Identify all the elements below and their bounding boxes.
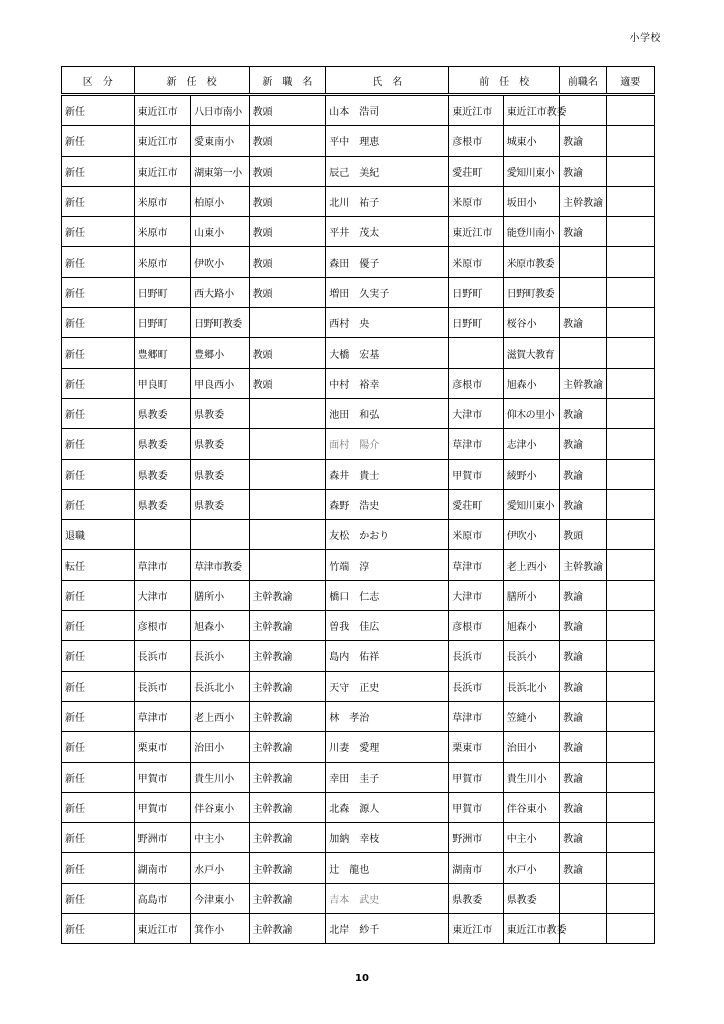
cell-new-school: 長浜北小 xyxy=(191,671,249,701)
table-row xyxy=(62,732,655,762)
cell-kubun: 新任 xyxy=(62,368,135,398)
cell-prev-school: 東近江市教委 xyxy=(503,95,559,126)
cell-name: 北森 源人 xyxy=(326,792,449,822)
school-type-label: 小学校 xyxy=(629,33,661,44)
cell-new-city: 野洲市 xyxy=(134,823,190,853)
cell-prev-city xyxy=(449,338,503,368)
cell-new-post: 教頭 xyxy=(249,277,326,307)
table-row xyxy=(62,823,655,853)
cell-new-school: 県教委 xyxy=(191,398,249,428)
cell-prev-post xyxy=(560,338,606,368)
table-row xyxy=(62,550,655,580)
cell-note xyxy=(606,186,654,216)
cell-new-city: 大津市 xyxy=(134,580,190,610)
cell-prev-school: 膳所小 xyxy=(503,580,559,610)
cell-note xyxy=(606,580,654,610)
table-row xyxy=(62,156,655,186)
cell-prev-city: 湖南市 xyxy=(449,853,503,883)
cell-new-post: 主幹教諭 xyxy=(249,580,326,610)
cell-name: 西村 央 xyxy=(326,308,449,338)
table-row xyxy=(62,338,655,368)
cell-name: 島内 佑祥 xyxy=(326,641,449,671)
cell-name: 大橋 宏基 xyxy=(326,338,449,368)
cell-name: 森井 貴士 xyxy=(326,459,449,489)
cell-prev-city: 東近江市 xyxy=(449,217,503,247)
cell-note xyxy=(606,550,654,580)
cell-prev-school: 県教委 xyxy=(503,883,559,913)
cell-prev-school: 日野町教委 xyxy=(503,277,559,307)
cell-prev-post xyxy=(560,247,606,277)
header-prev-post: 前職名 xyxy=(560,67,606,95)
cell-note xyxy=(606,95,654,126)
cell-new-post: 主幹教諭 xyxy=(249,853,326,883)
cell-prev-post: 教諭 xyxy=(560,853,606,883)
cell-new-post: 教頭 xyxy=(249,95,326,126)
table-row xyxy=(62,914,655,944)
cell-prev-post: 教諭 xyxy=(560,580,606,610)
cell-prev-city: 大津市 xyxy=(449,398,503,428)
cell-new-school: 西大路小 xyxy=(191,277,249,307)
cell-new-city: 甲賀市 xyxy=(134,792,190,822)
cell-new-school: 旭森小 xyxy=(191,611,249,641)
cell-prev-school: 貴生川小 xyxy=(503,762,559,792)
cell-kubun: 新任 xyxy=(62,611,135,641)
cell-name: 北岸 紗千 xyxy=(326,914,449,944)
cell-new-post xyxy=(249,459,326,489)
cell-note xyxy=(606,611,654,641)
cell-name: 平中 理恵 xyxy=(326,126,449,156)
cell-new-school: 山東小 xyxy=(191,217,249,247)
cell-note xyxy=(606,823,654,853)
cell-new-city: 長浜市 xyxy=(134,641,190,671)
cell-name: 曽我 佳広 xyxy=(326,611,449,641)
cell-prev-school: 志津小 xyxy=(503,429,559,459)
cell-note xyxy=(606,489,654,519)
cell-kubun: 新任 xyxy=(62,247,135,277)
cell-prev-city: 草津市 xyxy=(449,550,503,580)
cell-prev-city: 彦根市 xyxy=(449,368,503,398)
cell-prev-school: 老上西小 xyxy=(503,550,559,580)
cell-new-city: 東近江市 xyxy=(134,95,190,126)
header-note: 適要 xyxy=(606,67,654,95)
cell-new-post xyxy=(249,398,326,428)
cell-new-school: 県教委 xyxy=(191,489,249,519)
cell-kubun: 新任 xyxy=(62,338,135,368)
cell-prev-city: 彦根市 xyxy=(449,611,503,641)
cell-name: 増田 久実子 xyxy=(326,277,449,307)
cell-new-post xyxy=(249,550,326,580)
table-row xyxy=(62,308,655,338)
cell-new-city: 東近江市 xyxy=(134,914,190,944)
cell-new-city: 県教委 xyxy=(134,429,190,459)
cell-new-city: 日野町 xyxy=(134,277,190,307)
header-name: 氏 名 xyxy=(326,67,449,95)
cell-prev-city: 栗東市 xyxy=(449,732,503,762)
cell-new-city: 県教委 xyxy=(134,398,190,428)
table-row xyxy=(62,459,655,489)
cell-new-post: 主幹教諭 xyxy=(249,883,326,913)
cell-kubun: 新任 xyxy=(62,732,135,762)
cell-name: 中村 裕幸 xyxy=(326,368,449,398)
cell-prev-post: 教諭 xyxy=(560,429,606,459)
cell-prev-post: 教諭 xyxy=(560,489,606,519)
cell-new-city: 県教委 xyxy=(134,459,190,489)
cell-prev-school: 能登川南小 xyxy=(503,217,559,247)
cell-new-school: 中主小 xyxy=(191,823,249,853)
cell-new-school: 豊郷小 xyxy=(191,338,249,368)
cell-prev-city: 大津市 xyxy=(449,580,503,610)
cell-note xyxy=(606,126,654,156)
table-row xyxy=(62,580,655,610)
cell-new-post xyxy=(249,308,326,338)
cell-new-post: 教頭 xyxy=(249,126,326,156)
cell-prev-post: 教諭 xyxy=(560,398,606,428)
cell-note xyxy=(606,277,654,307)
cell-note xyxy=(606,701,654,731)
cell-kubun: 新任 xyxy=(62,459,135,489)
cell-note xyxy=(606,762,654,792)
cell-prev-post: 教頭 xyxy=(560,520,606,550)
cell-note xyxy=(606,429,654,459)
cell-prev-city: 日野町 xyxy=(449,308,503,338)
table-body xyxy=(62,95,655,944)
table-row xyxy=(62,489,655,519)
cell-new-city: 長浜市 xyxy=(134,671,190,701)
cell-new-city xyxy=(134,520,190,550)
cell-note xyxy=(606,459,654,489)
cell-note xyxy=(606,641,654,671)
table-row xyxy=(62,853,655,883)
table-row xyxy=(62,277,655,307)
cell-new-school: 八日市南小 xyxy=(191,95,249,126)
cell-prev-post xyxy=(560,277,606,307)
cell-note xyxy=(606,398,654,428)
cell-note xyxy=(606,883,654,913)
cell-prev-post: 教諭 xyxy=(560,701,606,731)
cell-new-city: 草津市 xyxy=(134,550,190,580)
cell-prev-post: 教諭 xyxy=(560,641,606,671)
cell-prev-post: 教諭 xyxy=(560,792,606,822)
cell-new-school: 草津市教委 xyxy=(191,550,249,580)
cell-note xyxy=(606,914,654,944)
cell-new-school: 水戸小 xyxy=(191,853,249,883)
table-row xyxy=(62,247,655,277)
cell-prev-school: 伊吹小 xyxy=(503,520,559,550)
page-number: 10 xyxy=(355,973,369,984)
table-row xyxy=(62,398,655,428)
cell-prev-school: 愛知川東小 xyxy=(503,489,559,519)
cell-prev-city: 東近江市 xyxy=(449,95,503,126)
cell-prev-post: 教諭 xyxy=(560,308,606,338)
cell-kubun: 新任 xyxy=(62,883,135,913)
cell-prev-city: 日野町 xyxy=(449,277,503,307)
cell-new-city: 栗東市 xyxy=(134,732,190,762)
cell-prev-post: 教諭 xyxy=(560,732,606,762)
cell-prev-school: 愛知川東小 xyxy=(503,156,559,186)
cell-prev-school: 治田小 xyxy=(503,732,559,762)
cell-new-post: 教頭 xyxy=(249,217,326,247)
cell-new-post xyxy=(249,520,326,550)
cell-new-city: 高島市 xyxy=(134,883,190,913)
cell-new-city: 湖南市 xyxy=(134,853,190,883)
cell-prev-city: 長浜市 xyxy=(449,671,503,701)
cell-new-post: 教頭 xyxy=(249,247,326,277)
cell-prev-city: 東近江市 xyxy=(449,914,503,944)
cell-prev-city: 愛荘町 xyxy=(449,489,503,519)
cell-prev-school: 綾野小 xyxy=(503,459,559,489)
cell-new-school: 伊吹小 xyxy=(191,247,249,277)
cell-kubun: 新任 xyxy=(62,914,135,944)
cell-new-school: 貴生川小 xyxy=(191,762,249,792)
table-header-row xyxy=(62,67,655,95)
cell-new-city: 県教委 xyxy=(134,489,190,519)
cell-new-city: 草津市 xyxy=(134,701,190,731)
cell-prev-school: 長浜小 xyxy=(503,641,559,671)
cell-prev-post: 教諭 xyxy=(560,126,606,156)
cell-new-school: 湖東第一小 xyxy=(191,156,249,186)
cell-kubun: 新任 xyxy=(62,156,135,186)
cell-prev-post xyxy=(560,883,606,913)
cell-prev-school: 旭森小 xyxy=(503,368,559,398)
personnel-table xyxy=(61,66,655,944)
cell-prev-school: 城東小 xyxy=(503,126,559,156)
cell-new-city: 米原市 xyxy=(134,217,190,247)
cell-kubun: 新任 xyxy=(62,641,135,671)
cell-new-post: 主幹教諭 xyxy=(249,671,326,701)
cell-new-school: 愛東南小 xyxy=(191,126,249,156)
table-row xyxy=(62,611,655,641)
cell-name: 天守 正史 xyxy=(326,671,449,701)
table-row xyxy=(62,762,655,792)
cell-new-school: 長浜小 xyxy=(191,641,249,671)
cell-prev-city: 米原市 xyxy=(449,520,503,550)
cell-prev-school: 長浜北小 xyxy=(503,671,559,701)
cell-new-school: 甲良西小 xyxy=(191,368,249,398)
header-new-post: 新 職 名 xyxy=(249,67,326,95)
table-row xyxy=(62,883,655,913)
cell-kubun: 新任 xyxy=(62,186,135,216)
cell-note xyxy=(606,520,654,550)
cell-new-post: 教頭 xyxy=(249,156,326,186)
table-row xyxy=(62,671,655,701)
cell-prev-city: 愛荘町 xyxy=(449,156,503,186)
cell-note xyxy=(606,156,654,186)
cell-prev-post: 教諭 xyxy=(560,671,606,701)
cell-new-school: 老上西小 xyxy=(191,701,249,731)
cell-prev-post: 教諭 xyxy=(560,156,606,186)
cell-note xyxy=(606,732,654,762)
table-row xyxy=(62,792,655,822)
header-kubun: 区 分 xyxy=(62,67,135,95)
cell-name: 吉本 武史 xyxy=(326,883,449,913)
cell-kubun: 新任 xyxy=(62,701,135,731)
cell-prev-post: 教諭 xyxy=(560,762,606,792)
cell-new-city: 米原市 xyxy=(134,247,190,277)
cell-kubun: 新任 xyxy=(62,671,135,701)
cell-prev-school: 仰木の里小 xyxy=(503,398,559,428)
cell-kubun: 新任 xyxy=(62,308,135,338)
cell-name: 辰己 美紀 xyxy=(326,156,449,186)
cell-name: 友松 かおり xyxy=(326,520,449,550)
cell-name: 平井 茂太 xyxy=(326,217,449,247)
cell-kubun: 新任 xyxy=(62,126,135,156)
cell-name: 川妻 愛理 xyxy=(326,732,449,762)
cell-prev-city: 長浜市 xyxy=(449,641,503,671)
cell-prev-school: 東近江市教委 xyxy=(503,914,559,944)
cell-name: 面村 陽介 xyxy=(326,429,449,459)
table-row xyxy=(62,217,655,247)
cell-new-school: 今津東小 xyxy=(191,883,249,913)
cell-prev-city: 米原市 xyxy=(449,186,503,216)
cell-new-city: 日野町 xyxy=(134,308,190,338)
cell-new-school: 箕作小 xyxy=(191,914,249,944)
cell-name: 辻 龍也 xyxy=(326,853,449,883)
cell-new-city: 甲良町 xyxy=(134,368,190,398)
cell-kubun: 新任 xyxy=(62,277,135,307)
cell-prev-school: 滋賀大教育 xyxy=(503,338,559,368)
cell-prev-city: 草津市 xyxy=(449,701,503,731)
header-new-school: 新 任 校 xyxy=(134,67,249,95)
cell-prev-post: 教諭 xyxy=(560,459,606,489)
table-row xyxy=(62,641,655,671)
cell-new-post: 教頭 xyxy=(249,186,326,216)
cell-note xyxy=(606,217,654,247)
cell-new-post xyxy=(249,489,326,519)
cell-prev-city: 野洲市 xyxy=(449,823,503,853)
cell-note xyxy=(606,671,654,701)
cell-new-school: 日野町教委 xyxy=(191,308,249,338)
cell-kubun: 新任 xyxy=(62,853,135,883)
cell-prev-post: 主幹教諭 xyxy=(560,186,606,216)
cell-new-post: 教頭 xyxy=(249,368,326,398)
cell-new-school: 県教委 xyxy=(191,429,249,459)
cell-new-city: 東近江市 xyxy=(134,126,190,156)
cell-new-post: 主幹教諭 xyxy=(249,701,326,731)
cell-new-post xyxy=(249,429,326,459)
cell-prev-city: 県教委 xyxy=(449,883,503,913)
cell-new-post: 主幹教諭 xyxy=(249,641,326,671)
cell-name: 池田 和弘 xyxy=(326,398,449,428)
cell-prev-school: 坂田小 xyxy=(503,186,559,216)
cell-prev-city: 甲賀市 xyxy=(449,792,503,822)
cell-new-post: 主幹教諭 xyxy=(249,914,326,944)
cell-note xyxy=(606,368,654,398)
cell-prev-school: 桜谷小 xyxy=(503,308,559,338)
cell-new-school xyxy=(191,520,249,550)
cell-new-city: 東近江市 xyxy=(134,156,190,186)
cell-prev-school: 中主小 xyxy=(503,823,559,853)
cell-new-city: 彦根市 xyxy=(134,611,190,641)
cell-name: 山本 浩司 xyxy=(326,95,449,126)
cell-prev-post: 主幹教諭 xyxy=(560,550,606,580)
cell-kubun: 新任 xyxy=(62,792,135,822)
table-row xyxy=(62,520,655,550)
table-row xyxy=(62,95,655,126)
cell-new-school: 治田小 xyxy=(191,732,249,762)
cell-prev-city: 草津市 xyxy=(449,429,503,459)
cell-note xyxy=(606,853,654,883)
cell-prev-school: 米原市教委 xyxy=(503,247,559,277)
cell-name: 竹端 淳 xyxy=(326,550,449,580)
cell-name: 林 孝治 xyxy=(326,701,449,731)
cell-new-school: 県教委 xyxy=(191,459,249,489)
cell-kubun: 新任 xyxy=(62,762,135,792)
cell-prev-school: 笠縫小 xyxy=(503,701,559,731)
cell-kubun: 新任 xyxy=(62,217,135,247)
header-prev-school: 前 任 校 xyxy=(449,67,560,95)
cell-name: 森野 浩史 xyxy=(326,489,449,519)
table-row xyxy=(62,126,655,156)
cell-new-post: 主幹教諭 xyxy=(249,792,326,822)
cell-new-city: 米原市 xyxy=(134,186,190,216)
cell-kubun: 転任 xyxy=(62,550,135,580)
cell-name: 加納 幸枝 xyxy=(326,823,449,853)
cell-note xyxy=(606,247,654,277)
cell-prev-post: 教諭 xyxy=(560,611,606,641)
cell-prev-school: 水戸小 xyxy=(503,853,559,883)
cell-prev-post: 教諭 xyxy=(560,823,606,853)
cell-note xyxy=(606,308,654,338)
cell-prev-city: 米原市 xyxy=(449,247,503,277)
table-row xyxy=(62,368,655,398)
cell-new-post: 主幹教諭 xyxy=(249,762,326,792)
cell-prev-city: 彦根市 xyxy=(449,126,503,156)
cell-new-post: 主幹教諭 xyxy=(249,823,326,853)
cell-new-post: 主幹教諭 xyxy=(249,732,326,762)
cell-prev-city: 甲賀市 xyxy=(449,459,503,489)
cell-new-post: 教頭 xyxy=(249,338,326,368)
cell-new-city: 豊郷町 xyxy=(134,338,190,368)
cell-note xyxy=(606,338,654,368)
cell-kubun: 新任 xyxy=(62,95,135,126)
cell-prev-school: 伴谷東小 xyxy=(503,792,559,822)
cell-new-post: 主幹教諭 xyxy=(249,611,326,641)
cell-new-school: 膳所小 xyxy=(191,580,249,610)
cell-kubun: 新任 xyxy=(62,580,135,610)
cell-name: 北川 祐子 xyxy=(326,186,449,216)
cell-prev-school: 旭森小 xyxy=(503,611,559,641)
cell-name: 森田 優子 xyxy=(326,247,449,277)
cell-name: 幸田 圭子 xyxy=(326,762,449,792)
table-row xyxy=(62,429,655,459)
cell-kubun: 新任 xyxy=(62,489,135,519)
cell-name: 橋口 仁志 xyxy=(326,580,449,610)
cell-prev-city: 甲賀市 xyxy=(449,762,503,792)
cell-new-school: 柏原小 xyxy=(191,186,249,216)
cell-kubun: 退職 xyxy=(62,520,135,550)
cell-new-city: 甲賀市 xyxy=(134,762,190,792)
cell-prev-post: 主幹教諭 xyxy=(560,368,606,398)
cell-new-school: 伴谷東小 xyxy=(191,792,249,822)
cell-note xyxy=(606,792,654,822)
cell-prev-post: 教諭 xyxy=(560,217,606,247)
cell-kubun: 新任 xyxy=(62,823,135,853)
table-row xyxy=(62,701,655,731)
table-row xyxy=(62,186,655,216)
cell-kubun: 新任 xyxy=(62,429,135,459)
cell-kubun: 新任 xyxy=(62,398,135,428)
